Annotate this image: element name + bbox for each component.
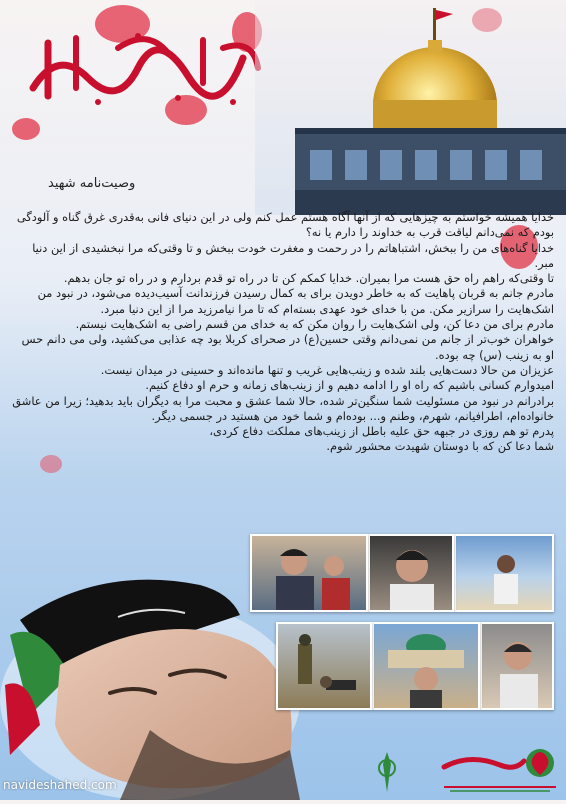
rose-petal [40,455,62,473]
will-paragraph: برادرانم در نبود من مسئولیت شما سنگین‌تر شده، حالا شما عشق و محبت مرا به دیگران باید بدهید؛ زیرا من عاشق خانواده‌ام، اطرافیانم، شهرم، وطنم و... بوده‌ام و شما خود من هستید در جسمی دیگر. [12,393,554,423]
page-title: وصیت‌نامه شهید [48,176,136,191]
gallery-photo [372,622,480,710]
shrine-dome-image [255,0,566,215]
will-paragraph: شما دعا کن که با دوستان شهیدت محشور شوم. [326,439,554,454]
gallery-photo [250,534,368,612]
will-paragraph: خدایا همیشه خواستم به چیزهایی که از آنها آگاه هستم عمل کنم ولی در این دنیای فانی به‌قدری غرق گناه و آلودگی بودم که نمی‌دانم لیاقت قرب به خداوند را دارم یا نه؟ [16,210,554,240]
ipcg-emblem-logo [373,750,401,794]
martyr-photo-gallery [248,534,554,709]
will-body [12,210,554,455]
gallery-photo [454,534,554,612]
will-paragraph: مادرم برای من دعا کن، ولی اشک‌هایت را روان مکن که به خدای من قسم راضی به اشک‌هایت نیستم. [75,317,554,332]
will-paragraph: عزیزان من حالا دست‌هایی بلند شده و زینب‌هایی غریب و تنها مانده‌اند و حسینی در میدان نیست. [100,362,554,377]
will-paragraph: تا وقتی‌که راهم راه حق هست مرا بمیران. خدایا کمکم کن تا در راه تو قدم بردارم و در راه تو جان بدهم. [63,271,554,286]
gallery-photo [480,622,554,710]
gallery-photo [368,534,454,612]
navid-shahed-logo [440,745,560,797]
will-paragraph: مادرم جانم به قربان پاهایت که به خاطر دویدن برای به کمال رسیدن فرزندانت آسیب‌دیده می‌شود، در نبود من اشک‌هایت را سرازیر مکن. من با خدای خود عهدی بسته‌ام که تا مرا نیامرزید مرا از این دنیا مبرد. [37,286,554,316]
gallery-photo [276,622,372,710]
will-paragraph: خواهران خوب‌تر از جانم من نمی‌دانم وقتی حسین(ع) در صحرای کربلا بود چه عذابی می‌کشید، ولی می دانم حس او به زینب (س) چه بوده. [21,332,554,362]
rose-petal [12,118,40,140]
site-watermark: navideshahed.com [3,778,117,792]
labbayk-calligraphy-logo [18,18,268,113]
will-paragraph: امیدوارم کسانی باشیم که راه او را ادامه دهیم و از زینب‌های زمانه و حرم او دفاع کنیم. [145,378,554,393]
will-paragraph: پدرم تو هم روزی در جبهه حق علیه باطل از زینب‌های مملکت دفاع کردی، [209,424,554,439]
will-paragraph: خدایا گناه‌های من را ببخش، اشتباهاتم را در رحمت و مغفرت خودت ببخش و تا وقتی‌که مرا نبخشیدی از این دنیا مبر. [32,240,554,270]
